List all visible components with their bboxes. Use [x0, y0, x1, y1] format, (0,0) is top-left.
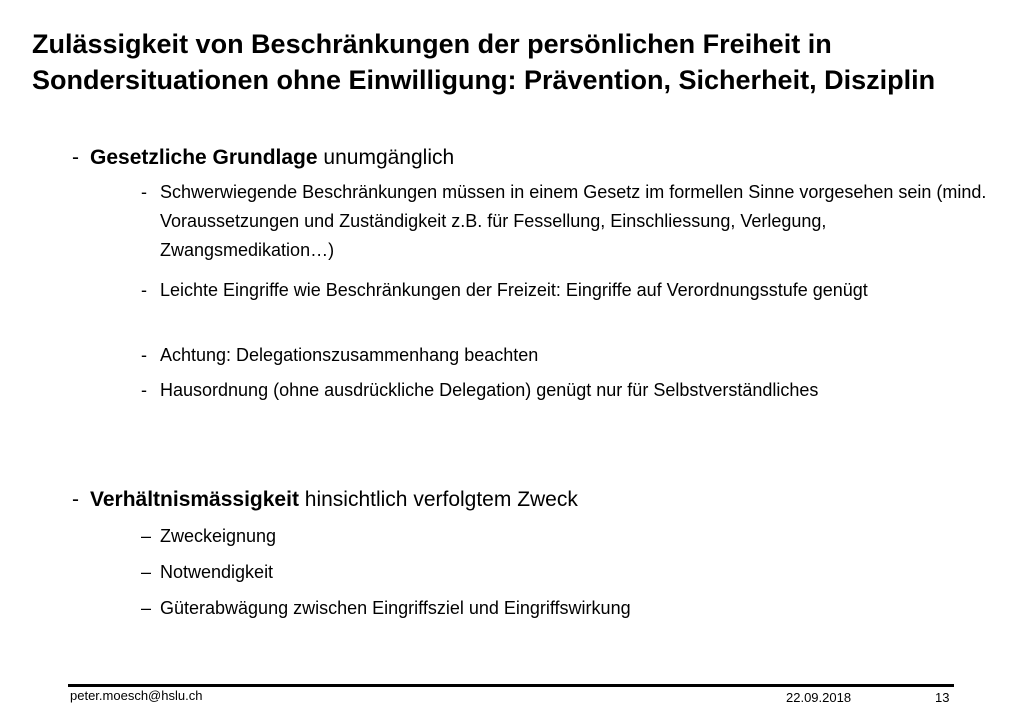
bullet-dash: - — [141, 182, 147, 202]
bullet-dash: - — [72, 488, 79, 511]
footer-date: 22.09.2018 — [786, 690, 852, 705]
bullet-dash: – — [141, 562, 152, 582]
slide-title: Zulässigkeit von Beschränkungen der persönlichen Freiheit in Sondersituationen ohne Einwilligung: Prävention, Sicherheit, Disziplin — [32, 29, 936, 95]
list-item — [141, 522, 1000, 551]
bullet-dash: - — [72, 146, 79, 169]
section-heading-rest: unumgänglich — [317, 146, 455, 169]
section-heading-bold: Verhältnismässigkeit — [90, 488, 299, 511]
list-item-text: Zweckeignung — [160, 526, 277, 546]
list-item-text: Güterabwägung zwischen Eingriffsziel und Eingriffswirkung — [160, 598, 631, 618]
section-heading-proportionality — [72, 486, 992, 514]
list-item — [141, 376, 1000, 405]
section-heading-rest: hinsichtlich verfolgtem Zweck — [298, 488, 578, 511]
list-item-text: Schwerwiegende Beschränkungen müssen in einem Gesetz im formellen Sinne vorgesehen sein (mind. Voraussetzungen und Zuständigkeit z.B. für Fessellung, Einschliessung, Verlegung, Zwangsmedikation…) — [160, 182, 987, 260]
list-item-text: Leichte Eingriffe wie Beschränkungen der Freizeit: Eingriffe auf Verordnungsstufe genügt — [160, 280, 868, 300]
list-item — [141, 178, 1000, 265]
section-heading-legal-basis — [72, 144, 992, 172]
list-item — [141, 558, 1000, 587]
list-item — [141, 341, 1000, 370]
list-item-text: Achtung: Delegationszusammenhang beachten — [160, 345, 539, 365]
bullet-dash: - — [141, 380, 147, 400]
bullet-dash: – — [141, 526, 152, 546]
footer-email: peter.moesch@hslu.ch — [70, 688, 203, 703]
list-item — [141, 276, 1000, 305]
bullet-dash: – — [141, 598, 152, 618]
list-item-text: Notwendigkeit — [160, 562, 274, 582]
section-heading-bold: Gesetzliche Grundlage — [90, 146, 318, 169]
bullet-dash: - — [141, 280, 147, 300]
bullet-dash: - — [141, 345, 147, 365]
list-item — [141, 594, 1000, 623]
list-item-text: Hausordnung (ohne ausdrückliche Delegation) genügt nur für Selbstverständliches — [160, 380, 819, 400]
footer-divider — [68, 684, 954, 687]
page-number: 13 — [935, 690, 950, 705]
